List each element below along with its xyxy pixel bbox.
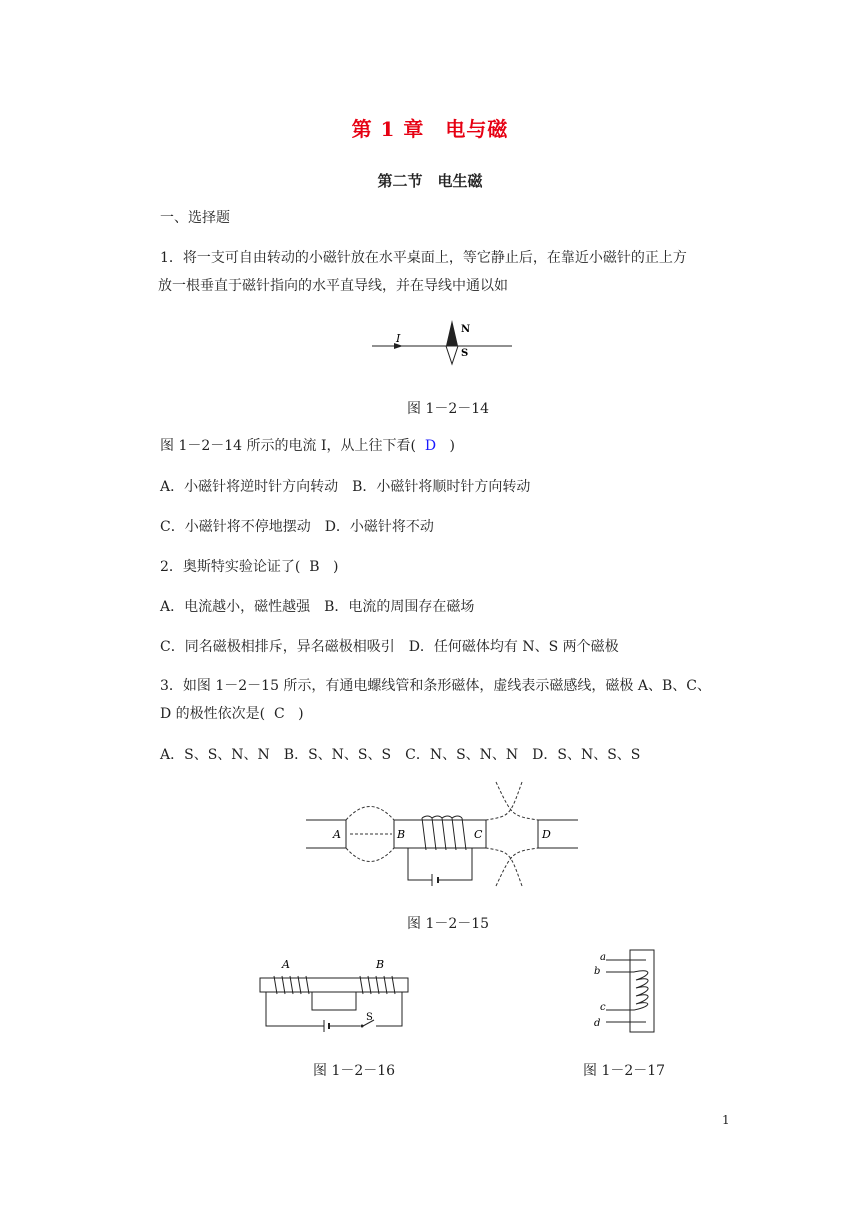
pole-label-c: C <box>474 828 483 841</box>
wire-label-c: c <box>600 1002 606 1013</box>
figure-caption-1-2-16: 图 1－2－16 <box>313 1063 396 1079</box>
coil-label-b: B <box>376 958 385 971</box>
q1-stem-prefix: 图 1－2－14 所示的电流 I，从上往下看( <box>160 438 416 454</box>
q2-stem <box>160 557 338 577</box>
south-label: S <box>461 348 469 359</box>
q3-options: A．S、S、N、N B．S、N、S、S C．N、S、N、N D．S、N、S、S <box>160 747 641 763</box>
section-title: 第二节 电生磁 <box>377 172 483 190</box>
figure-caption-1-2-17: 图 1－2－17 <box>583 1063 666 1079</box>
q2-stem-suffix: ) <box>332 559 339 575</box>
page-number: 1 <box>722 1113 730 1127</box>
needle-north-half <box>446 320 458 346</box>
q2-options-line2: C．同名磁极相排斥，异名磁极相吸引 D．任何磁体均有 N、S 两个磁极 <box>160 639 619 655</box>
needle-south-half <box>446 346 458 364</box>
section-label: 一、选择题 <box>160 210 230 226</box>
q3-stem-line2 <box>160 704 304 724</box>
q1-stem-suffix: ) <box>449 438 455 454</box>
figure-1-2-15 <box>300 780 585 890</box>
pole-label-d: D <box>542 828 551 841</box>
q3-stem-line1: 3．如图 1－2－15 所示，有通电螺线管和条形磁体，虚线表示磁感线，磁极 A、B、C、 <box>160 678 711 694</box>
q3-stem-prefix: D 的极性依次是( <box>160 706 266 722</box>
figure-caption-1-2-14: 图 1－2－14 <box>407 401 490 417</box>
q2-stem-prefix: 2．奥斯特实验论证了( <box>160 559 301 575</box>
pole-label-a: A <box>333 828 341 841</box>
figure-caption-1-2-15: 图 1－2－15 <box>407 916 490 932</box>
q3-stem-suffix: ) <box>298 706 304 722</box>
q1-options-line2: C．小磁针将不停地摆动 D．小磁针将不动 <box>160 519 434 535</box>
q1-stem-line3 <box>160 436 455 456</box>
q1-stem-line2: 放一根垂直于磁针指向的水平直导线，并在导线中通以如 <box>158 278 508 294</box>
wire-label-b: b <box>594 966 601 977</box>
figure-1-2-16 <box>256 952 416 1034</box>
current-label: I <box>396 332 401 345</box>
q1-answer: D <box>424 438 437 454</box>
q2-options-line1: A．电流越小，磁性越强 B．电流的周围存在磁场 <box>160 599 475 615</box>
north-label: N <box>461 324 471 335</box>
q1-stem-line1: 1．将一支可自由转动的小磁针放在水平桌面上，等它静止后，在靠近小磁针的正上方 <box>160 250 687 266</box>
coil-label-a: A <box>282 958 290 971</box>
q1-options-line1: A．小磁针将逆时针方向转动 B．小磁针将顺时针方向转动 <box>160 479 531 495</box>
figure-1-2-14 <box>366 314 516 374</box>
q2-answer: B <box>309 559 320 575</box>
pole-label-b: B <box>397 828 406 841</box>
figure-1-2-17 <box>590 946 670 1036</box>
wire-label-a: a <box>600 952 606 963</box>
wire-label-d: d <box>594 1018 601 1029</box>
q3-answer: C <box>274 706 285 722</box>
chapter-title: 第 1 章 电与磁 <box>351 117 509 141</box>
switch-label: S <box>366 1012 373 1023</box>
